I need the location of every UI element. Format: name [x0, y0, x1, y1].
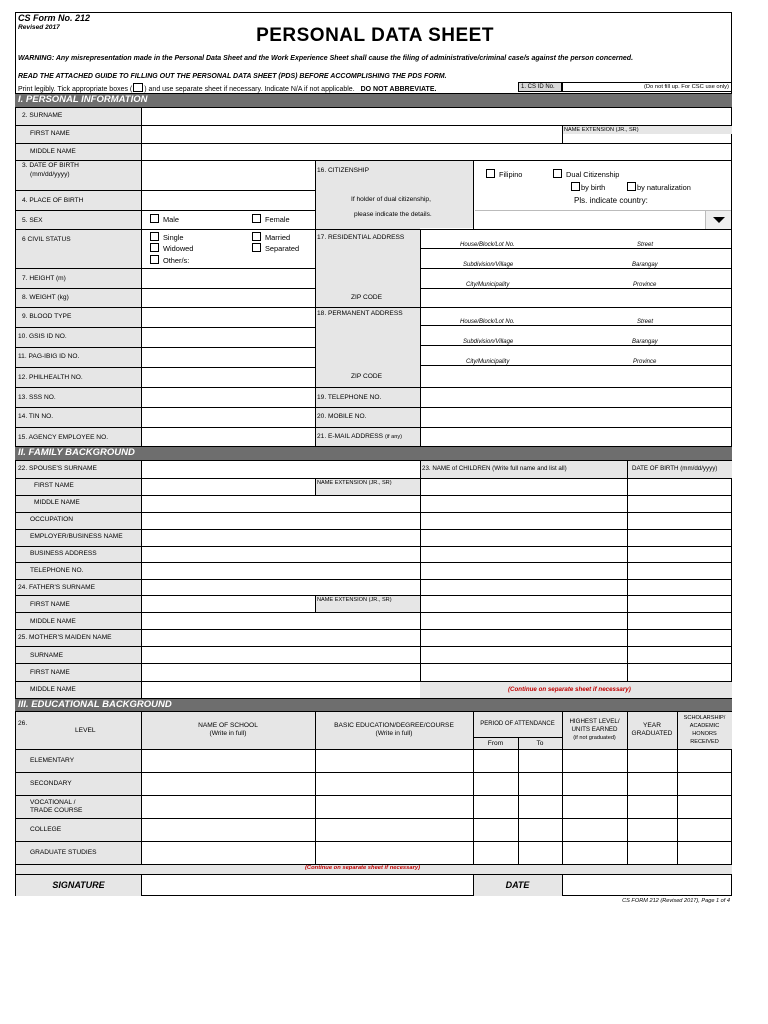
agency-no-label: 15. AGENCY EMPLOYEE NO. [18, 434, 109, 441]
place-of-birth-label: 4. PLACE OF BIRTH [22, 197, 84, 204]
mobile-label: 20. MOBILE NO. [317, 413, 367, 420]
others-checkbox[interactable] [150, 255, 159, 264]
married-checkbox[interactable] [252, 232, 261, 241]
tick-box-sample [133, 83, 143, 92]
print-legibly-text [18, 83, 436, 93]
school-header-line-1: NAME OF SCHOOL [198, 722, 258, 729]
sss-label: 13. SSS NO. [18, 394, 56, 401]
revised-note: Revised 2017 [18, 24, 60, 31]
spouse-extension-label: NAME EXTENSION (JR., SR) [317, 480, 392, 486]
signature-field[interactable] [142, 875, 472, 895]
mother-maiden-label: 25. MOTHER'S MAIDEN NAME [18, 634, 112, 641]
widowed-checkbox[interactable] [150, 243, 159, 252]
country-dropdown-button[interactable] [705, 211, 731, 229]
dual-citizenship-checkbox[interactable] [553, 169, 562, 178]
spouse-telephone-label: TELEPHONE NO. [30, 567, 84, 574]
perm-city-label: City/Municipality [466, 359, 510, 365]
course-header [315, 722, 473, 738]
country-dropdown[interactable] [475, 210, 731, 228]
gsis-label: 10. GSIS ID NO. [18, 333, 67, 340]
by-naturalization-checkbox[interactable] [627, 182, 636, 191]
highest-line-3: (if not graduated) [573, 735, 616, 741]
highest-line-1: HIGHEST LEVEL/ [569, 718, 620, 725]
year-line-2: GRADUATED [631, 730, 673, 737]
level-graduate-studies: GRADUATE STUDIES [30, 849, 97, 856]
section-personal-title: I. PERSONAL INFORMATION [18, 94, 148, 105]
dob-format-label: (mm/dd/yyyy) [30, 171, 70, 178]
year-line-1: YEAR [643, 722, 661, 729]
father-first-name-label: FIRST NAME [30, 601, 70, 608]
from-header: From [487, 740, 504, 747]
father-middle-name-label: MIDDLE NAME [30, 618, 76, 625]
perm-house-label: House/Block/Lot No. [460, 319, 515, 325]
occupation-label: OCCUPATION [30, 516, 73, 523]
honors-line-2: ACADEMIC [689, 723, 720, 729]
res-house-label: House/Block/Lot No. [460, 242, 515, 248]
res-zip-label: ZIP CODE [351, 294, 383, 301]
employer-label: EMPLOYER/BUSINESS NAME [30, 533, 123, 540]
spouse-middle-name-label: MIDDLE NAME [34, 499, 80, 506]
residential-address-label: 17. RESIDENTIAL ADDRESS [317, 234, 405, 241]
form-number: CS Form No. 212 [18, 13, 91, 23]
date-field[interactable] [563, 875, 731, 895]
business-address-label: BUSINESS ADDRESS [30, 550, 97, 557]
female-checkbox[interactable] [252, 214, 261, 223]
signature-label: SIGNATURE [52, 880, 105, 890]
year-graduated-header [627, 722, 677, 738]
email-label-note: (if any) [384, 434, 403, 440]
education-continue-note: (Continue on separate sheet if necessary) [305, 865, 421, 871]
dual-note-line-2: please indicate the details. [354, 211, 432, 218]
level-header: LEVEL [75, 727, 96, 734]
print-legibly-part-a: Print legibly. Tick appropriate boxes ( [18, 86, 133, 93]
level-college: COLLEGE [30, 826, 62, 833]
course-header-line-1: BASIC EDUCATION/DEGREE/COURSE [334, 722, 454, 729]
single-label: Single [163, 233, 184, 242]
section-family-title: II. FAMILY BACKGROUND [18, 447, 135, 458]
cs-id-label: 1. CS ID No. [521, 84, 555, 90]
first-name-label: FIRST NAME [30, 130, 70, 137]
by-birth-checkbox[interactable] [571, 182, 580, 191]
by-birth-label: by birth [581, 183, 606, 192]
weight-label: 8. WEIGHT (kg) [22, 294, 69, 301]
read-guide-text: READ THE ATTACHED GUIDE TO FILLING OUT THE PERSONAL DATA SHEET (PDS) BEFORE ACCOMPLISHING THE PDS FORM. [18, 73, 447, 80]
honors-line-4: RECEIVED [690, 739, 719, 745]
honors-line-3: HONORS [692, 731, 717, 737]
name-extension-label: NAME EXTENSION (JR., SR) [564, 127, 639, 133]
print-legibly-part-b: ) and use separate sheet if necessary. Indicate N/A if not applicable. [144, 86, 355, 93]
date-label: DATE [505, 880, 530, 890]
permanent-address-label: 18. PERMANENT ADDRESS [317, 310, 403, 317]
married-label: Married [265, 233, 291, 242]
level-secondary: SECONDARY [30, 780, 72, 787]
section-education-title: III. EDUCATIONAL BACKGROUND [18, 699, 172, 710]
male-label: Male [163, 215, 180, 224]
perm-barangay-label: Barangay [632, 339, 658, 345]
course-header-line-2: (Write in full) [375, 730, 413, 737]
chevron-down-icon [713, 217, 725, 223]
school-header [141, 722, 315, 738]
spouse-first-name-label: FIRST NAME [34, 482, 74, 489]
period-header: PERIOD OF ATTENDANCE [480, 721, 555, 727]
education-number-label: 26. [18, 720, 28, 727]
honors-line-1: SCHOLARSHIP/ [683, 715, 726, 721]
others-label: Other/s: [163, 256, 190, 265]
height-label: 7. HEIGHT (m) [22, 275, 66, 282]
page-footer-note: CS FORM 212 (Revised 2017), Page 1 of 4 [622, 898, 730, 904]
perm-province-label: Province [633, 359, 657, 365]
spouse-surname-label: 22. SPOUSE'S SURNAME [18, 465, 97, 472]
cs-id-input[interactable] [562, 82, 732, 92]
surname-label: 2. SURNAME [22, 112, 63, 119]
cs-id-label-cell [518, 82, 562, 92]
section-educational-background [15, 698, 732, 712]
level-elementary: ELEMENTARY [30, 757, 75, 764]
family-continue-note: (Continue on separate sheet if necessary) [508, 686, 631, 693]
highest-level-header [562, 718, 627, 742]
widowed-label: Widowed [163, 244, 194, 253]
res-city-label: City/Municipality [466, 282, 510, 288]
to-header: To [536, 740, 544, 747]
cs-id-note: (Do not fill up. For CSC use only) [643, 84, 729, 90]
dual-citizenship-label: Dual Citizenship [566, 170, 620, 179]
father-surname-label: 24. FATHER'S SURNAME [18, 584, 95, 591]
dual-note-line-1: If holder of dual citizenship, [351, 196, 431, 203]
middle-name-label: MIDDLE NAME [30, 148, 76, 155]
dob-label: 3. DATE OF BIRTH [22, 162, 79, 169]
perm-street-label: Street [637, 319, 654, 325]
school-header-line-2: (Write in full) [209, 730, 247, 737]
level-trade-course: TRADE COURSE [30, 807, 83, 814]
male-checkbox[interactable] [150, 214, 159, 223]
filipino-checkbox[interactable] [486, 169, 495, 178]
philhealth-label: 12. PHILHEALTH NO. [18, 374, 83, 381]
citizenship-label: 16. CITIZENSHIP [317, 167, 370, 174]
do-not-abbreviate: DO NOT ABBREVIATE. [360, 86, 437, 93]
res-province-label: Province [633, 282, 657, 288]
children-dob-header: DATE OF BIRTH (mm/dd/yyyy) [632, 465, 718, 472]
pagibig-label: 11. PAG-IBIG ID NO. [18, 353, 80, 360]
perm-zip-label: ZIP CODE [351, 373, 383, 380]
level-vocational: VOCATIONAL / [30, 799, 76, 806]
page-title: PERSONAL DATA SHEET [256, 25, 494, 46]
indicate-country-label: Pls. indicate country: [574, 196, 648, 205]
res-barangay-label: Barangay [632, 262, 658, 268]
telephone-label: 19. TELEPHONE NO. [317, 394, 382, 401]
father-extension-label: NAME EXTENSION (JR., SR) [317, 597, 392, 603]
tin-label: 14. TIN NO. [18, 413, 54, 420]
warning-text: WARNING: Any misrepresentation made in the Personal Data Sheet and the Work Experience Sheet shall cause the filing of administrative/criminal case/s against the person concerned. [18, 55, 634, 62]
email-label-text: 21. E-MAIL ADDRESS [317, 433, 384, 440]
email-label [317, 433, 402, 441]
res-subdivision-label: Subdivision/Village [463, 262, 514, 268]
perm-subdivision-label: Subdivision/Village [463, 339, 514, 345]
mother-first-name-label: FIRST NAME [30, 669, 70, 676]
children-header: 23. NAME of CHILDREN (Write full name and list all) [422, 465, 567, 472]
separated-checkbox[interactable] [252, 243, 261, 252]
mother-middle-name-label: MIDDLE NAME [30, 686, 76, 693]
blood-type-label: 9. BLOOD TYPE [22, 313, 72, 320]
res-street-label: Street [637, 242, 654, 248]
filipino-label: Filipino [499, 170, 523, 179]
mother-surname-label: SURNAME [30, 652, 63, 659]
by-naturalization-label: by naturalization [637, 183, 691, 192]
single-checkbox[interactable] [150, 232, 159, 241]
sex-label: 5. SEX [22, 217, 43, 224]
separated-label: Separated [265, 244, 300, 253]
civil-status-label: 6 CIVIL STATUS [22, 236, 71, 243]
section-family-background [15, 446, 732, 461]
section-personal-information [15, 93, 732, 108]
female-label: Female [265, 215, 290, 224]
honors-header [677, 714, 732, 746]
highest-line-2: UNITS EARNED [571, 726, 618, 733]
